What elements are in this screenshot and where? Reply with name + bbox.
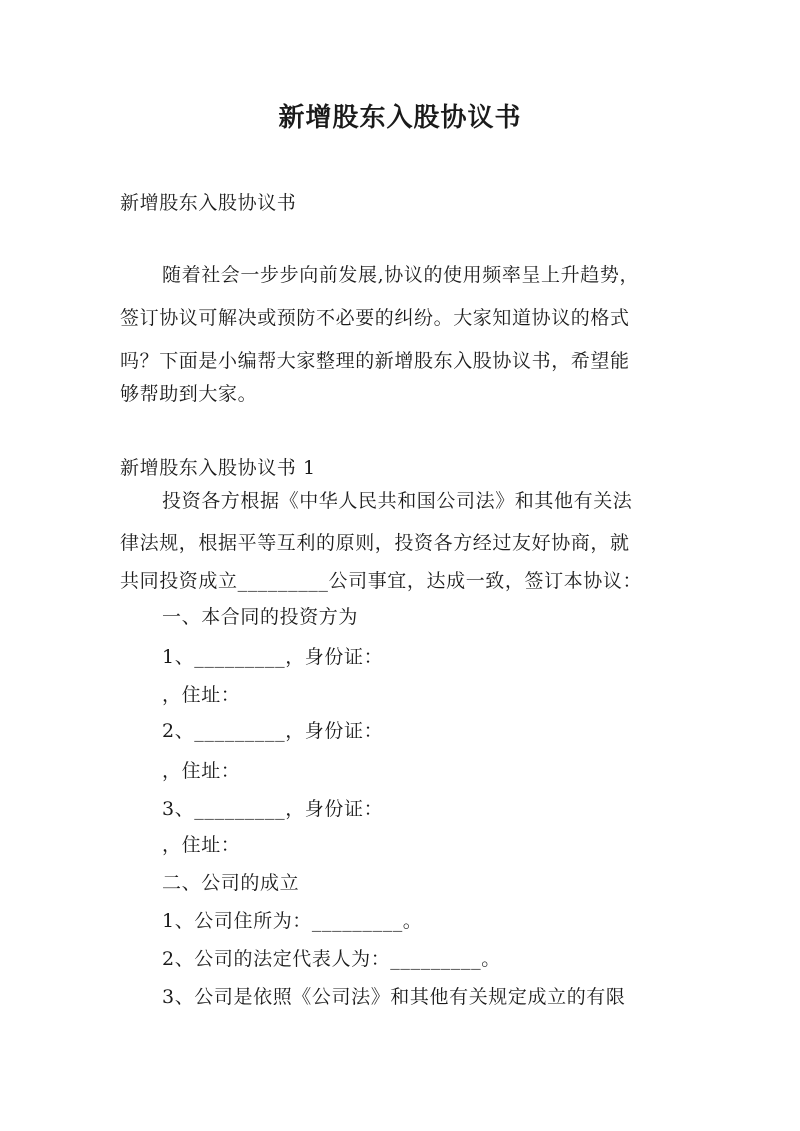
intro-line: 够帮助到大家。 bbox=[120, 383, 258, 405]
section-heading: 新增股东入股协议书 1 bbox=[120, 457, 316, 479]
intro-line: 签订协议可解决或预防不必要的纠纷。大家知道协议的格式 bbox=[120, 307, 630, 329]
body-line: 一、本合同的投资方为 bbox=[162, 606, 359, 628]
body-line: 3、_________，身份证： bbox=[162, 798, 384, 820]
body-line: 共同投资成立_________公司事宜，达成一致，签订本协议： bbox=[120, 570, 643, 592]
document-subtitle: 新增股东入股协议书 bbox=[120, 192, 297, 214]
body-line: 二、公司的成立 bbox=[162, 872, 300, 894]
document-title: 新增股东入股协议书 bbox=[278, 103, 522, 133]
body-line: 2、公司的法定代表人为：_________。 bbox=[162, 948, 501, 970]
body-line: 2、_________，身份证： bbox=[162, 720, 384, 742]
body-line: ，住址： bbox=[162, 684, 241, 706]
body-line: 律法规，根据平等互利的原则，投资各方经过友好协商，就 bbox=[120, 532, 630, 554]
body-line: 1、公司住所为：_________。 bbox=[162, 910, 423, 932]
body-line: ，住址： bbox=[162, 760, 241, 782]
body-line: 1、_________，身份证： bbox=[162, 646, 384, 668]
intro-line: 吗？下面是小编帮大家整理的新增股东入股协议书，希望能 bbox=[120, 350, 630, 372]
body-line: 3、公司是依照《公司法》和其他有关规定成立的有限 bbox=[162, 986, 626, 1008]
intro-line: 随着社会一步步向前发展,协议的使用频率呈上升趋势， bbox=[162, 264, 640, 286]
body-line: ，住址： bbox=[162, 834, 241, 856]
body-line: 投资各方根据《中华人民共和国公司法》和其他有关法 bbox=[162, 490, 633, 512]
